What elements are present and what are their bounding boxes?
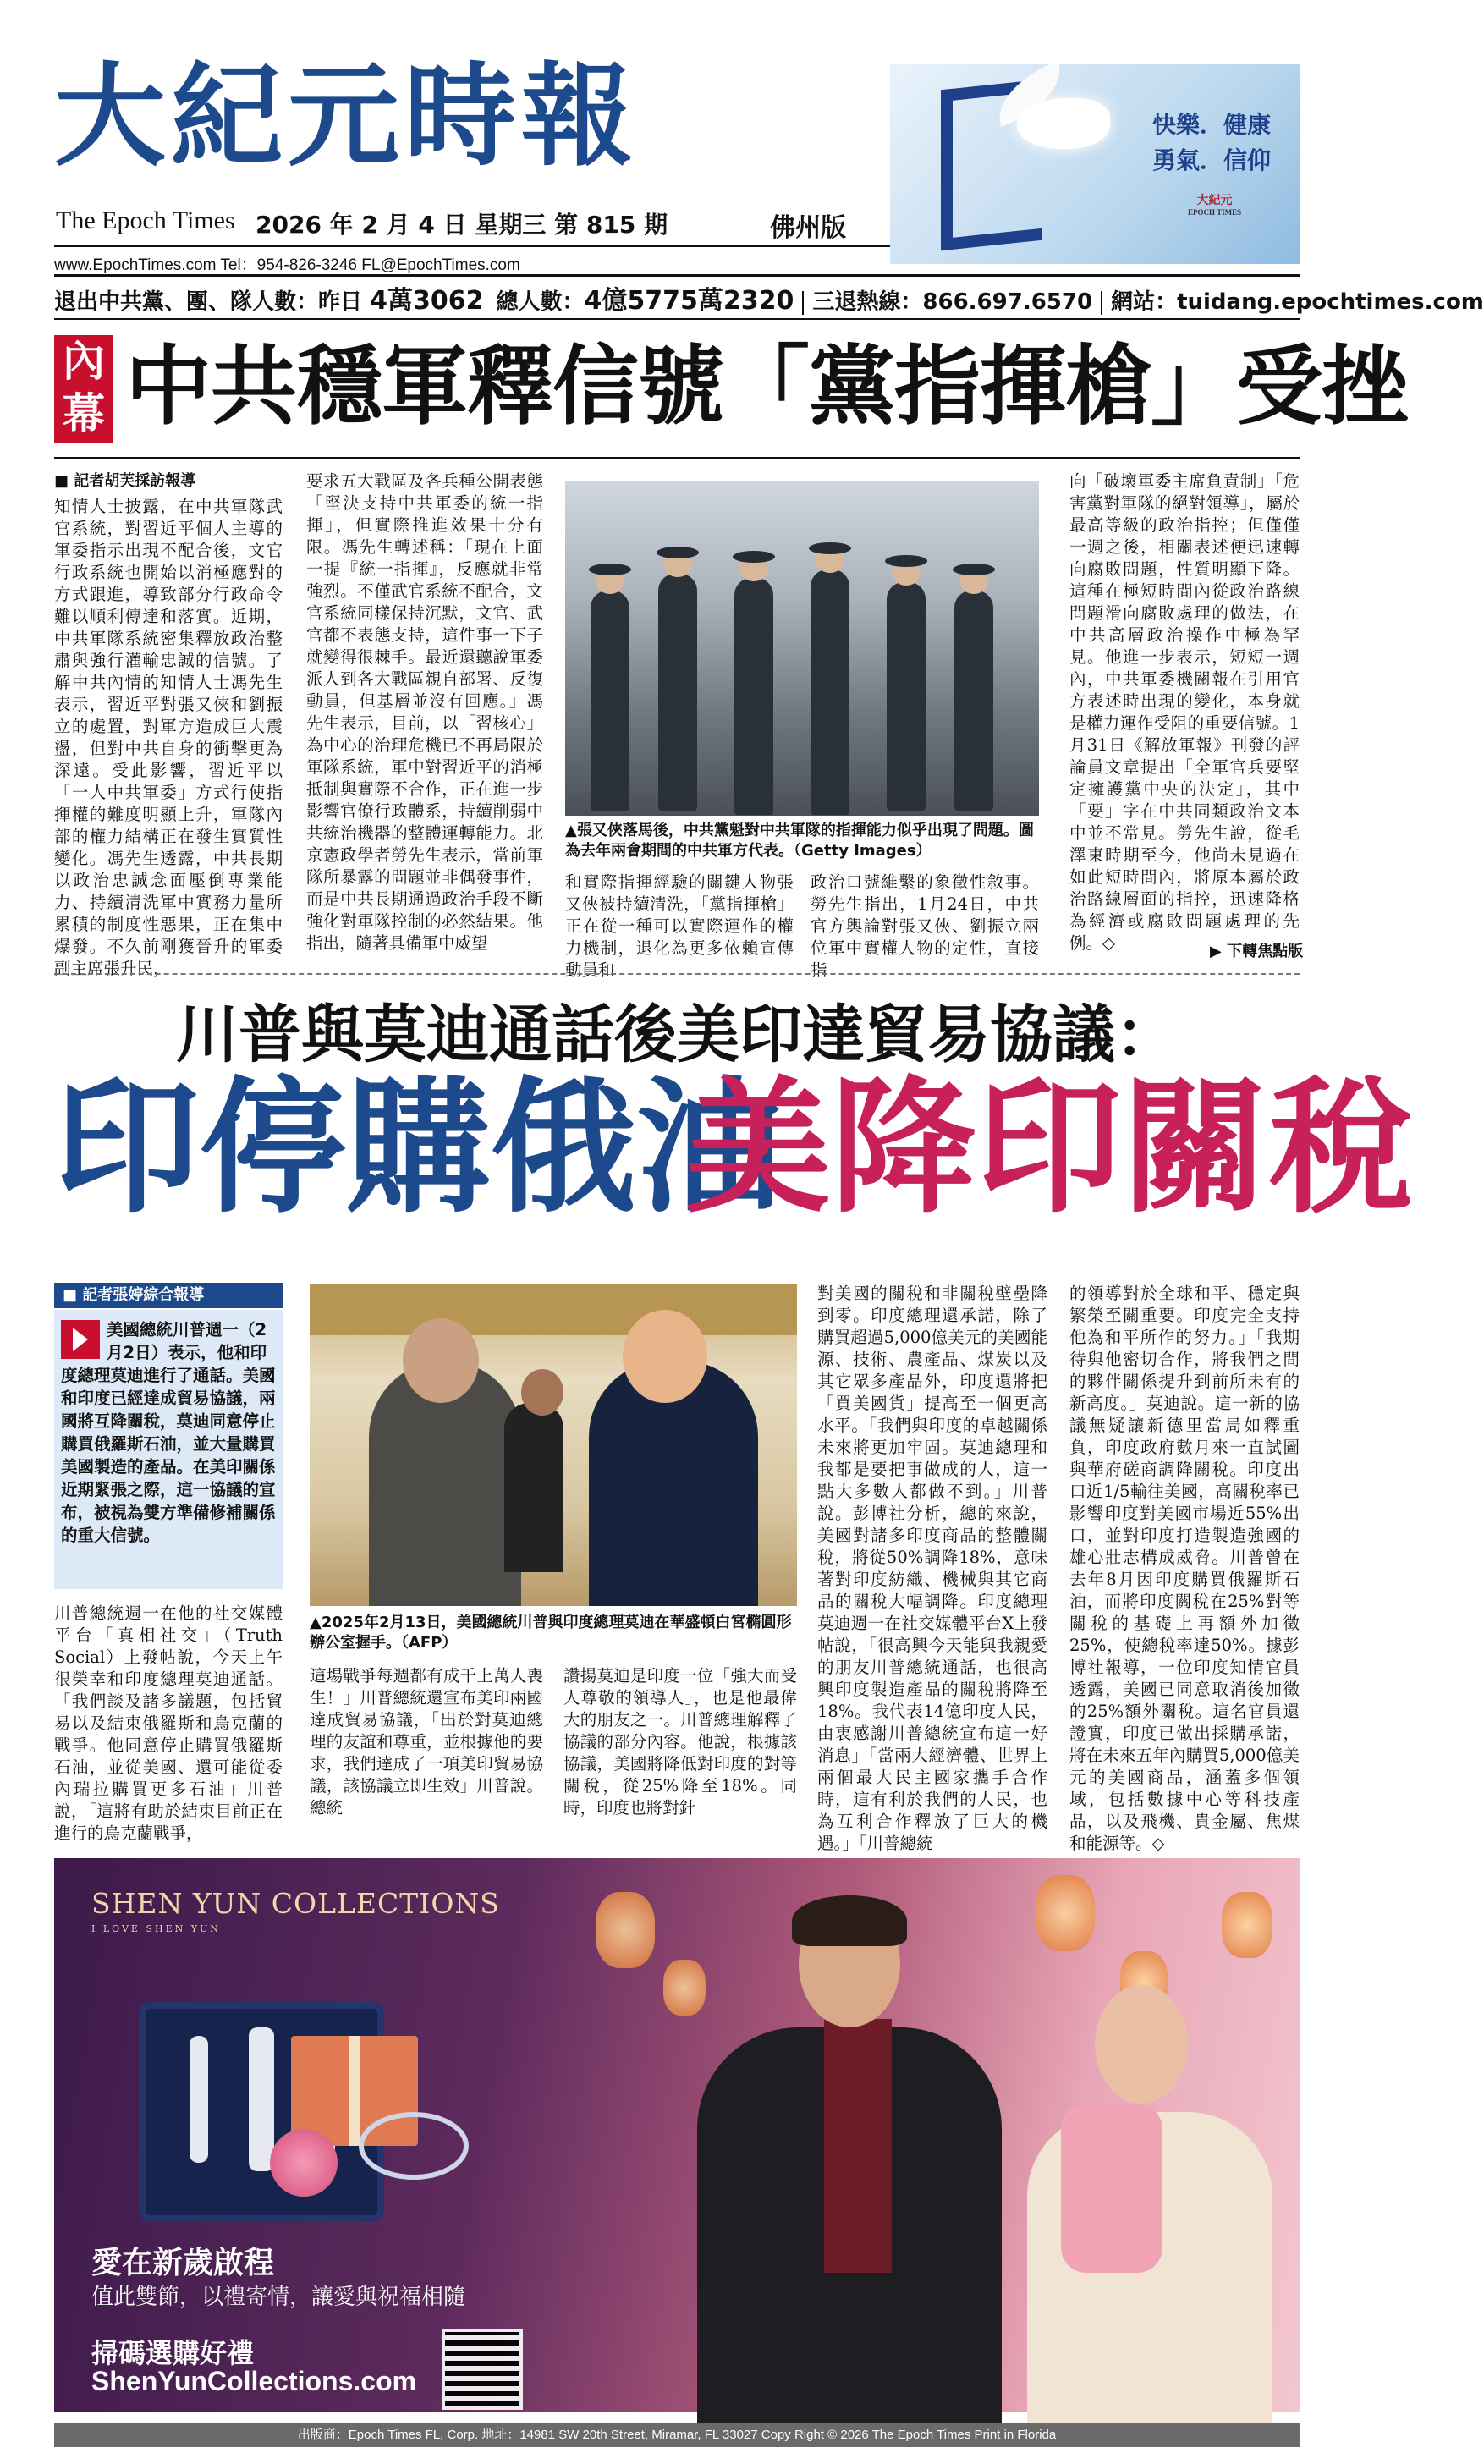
story1-col3a-text: 和實際指揮經驗的關鍵人物張又俠被持續清洗，「黨指揮槍」正在從一種可以實際運作的權力機制，退化為更多依賴宣傳動員和 [565,872,794,980]
story2-photo-caption: ▲2025年2月13日，美國總統川普與印度總理莫迪在華盛頓白宮橢圓形辦公室握手。（AFP） [310,1614,792,1652]
masthead-english-name: The Epoch Times [56,206,235,234]
ad-brand [91,1887,500,1934]
story2-column-3 [817,1283,1047,1853]
tuidang-yesterday: 4萬3062 [370,286,484,316]
tuidang-total: 4億5775萬2320 [584,286,794,316]
story2-column-4 [1069,1283,1300,1853]
woman-head [1095,1985,1188,2104]
man-figure [697,1900,1002,2417]
story2-col2-text: 這場戰爭每週都有成千上萬人喪生！」川普總統還宣布美印兩國達成貿易協議，「出於對莫迪總理的友誼和尊重，並根據他的要求，我們達成了一項美印貿易協議，該協議立即生效」川普說。總統 [310,1666,543,1818]
bystander-head [521,1369,563,1416]
story1-jump-link[interactable]: ▶ 下轉焦點版 [1210,943,1304,960]
shen-yun-collections-ad[interactable] [54,1858,1300,2412]
separator [802,291,804,315]
story2-photo[interactable] [310,1284,797,1606]
story1-column-2 [306,470,543,953]
story2-kicker: 川普與莫迪通話後美印達貿易協議： [176,998,1178,1071]
qr-code-icon[interactable] [445,2332,519,2406]
soldier-figure [954,591,993,811]
story2-col3a-text: 讚揚莫迪是印度一位「強大而受人尊敬的領導人」，也是他最偉大的朋友之一。川普總理解釋了協議的部分內容。他說，根據該協議，美國將降低對印度的對等關稅，從25%降至18%。同時，印度也將對針 [563,1666,797,1818]
top-ad-logo [1188,191,1241,217]
story2-column-3a [563,1665,797,1818]
story1-col2-text: 要求五大戰區及各兵種公開表態「堅決支持中共軍委的統一指揮」，但實際推進效果十分有限。馮先生轉述稱：「現在上面一提『統一指揮』，反應就非常強烈。不僅武官系統不配合，文官系統同樣保持沉默，文官、武官都不表態支持，這件事一下子就變得很棘手。最近還聽說軍委派人到各大戰區親自部署、反復動員，但基層並沒有回應。」馮先生表示，目前，以「習核心」為中心的治理危機已不再局限於軍隊系統，軍中對習近平的消極抵制與實際不合作，正在進一步影響官僚行政體系，持續削弱中共統治機器的整體運轉能力。北京憲政學者勞先生表示，當前軍隊所暴露的問題並非偶發事件，而是中共長期通過政治手段不斷強化對軍隊控制的必然結果。他指出，隨著具備軍中威望 [306,471,543,953]
rose-graphic [270,2129,338,2197]
lantern-graphic [1036,1875,1095,1951]
tuidang-bar [54,279,1484,316]
tuidang-label: 退出中共黨、團、隊人數：昨日 [54,289,363,315]
man-scarf [824,2019,892,2273]
edition-label: 佛州版 [770,213,846,243]
story2-lead-text: 美國總統川普週一（2月2日）表示，他和印度總理莫迪進行了通話。美國和印度已經達成貿易協議，兩國將互降關稅，莫迪同意停止購買俄羅斯石油，並大量購買美國製造的產品。在美印關係近期緊張之際，這一協議的宣布，被視為雙方準備修補關係的重大信號。 [61,1320,276,1545]
top-ad-line1: 快樂．健康 [1152,111,1272,139]
soldier-figure [887,582,926,811]
earring-graphic [190,2036,208,2163]
play-arrow-icon [61,1320,100,1359]
trump-head [623,1310,707,1403]
tuidang-hotline: 三退熱線：866.697.6570 [812,289,1093,315]
section-divider [54,973,1300,975]
contact-line: www.EpochTimes.com Tel：954-826-3246 FL@EpochTimes.com [54,256,520,274]
woman-figure [1010,1985,1281,2425]
ad-cta: 掃碼選購好禮 [91,2337,255,2369]
ad-brand-name: SHEN YUN COLLECTIONS [91,1887,500,1920]
story2-col4-text: 的領導對於全球和平、穩定與繁榮至關重要。印度完全支持他為和平所作的努力。」「我期待與他密切合作，將我們之間的夥伴關係提升到前所未有的新高度。」莫迪說。這一新的協議無疑讓新德里當局如釋重負，印度政府數月來一直試圖與華府磋商調降關稅。印度出口近1/5輸往美國，高關稅率已影響印度對美國市場近55%出口，並對印度打造製造強國的雄心壯志構成威脅。川普曾在去年8月因印度購買俄羅斯石油，而將印度關稅在25%對等關稅的基礎上再額外加徵25%，使總稅率達50%。據彭博社報導，一位印度知情官員透露，美國已同意取消後加徵的25%額外關稅。這名官員還證實，印度已做出採購承諾，將在未來五年內購買5,000億美元的美國商品，涵蓋多個領域，包括數據中心等科技產品，以及飛機、貴金屬、焦煤和能源等。◇ [1069,1284,1300,1853]
story2-byline: ■ 記者張婷綜合報導 [54,1283,283,1308]
woman-scarf [1061,2104,1162,2273]
man-hair [792,1895,907,1946]
dove-icon [1017,98,1110,149]
top-ad-logo-en: EPOCH TIMES [1188,208,1242,217]
story1-column-1 [54,470,283,978]
story1-photo[interactable] [565,481,1039,816]
tuidang-bottom-rule [54,318,1300,320]
story2-lead-box [54,1310,283,1589]
pendant-graphic [249,2027,274,2171]
inside-story-badge: 內幕 [54,335,113,443]
story2-col1-text: 川普總統週一在他的社交媒體平台「真相社交」（Truth Social）上發帖說，今天上午很榮幸和印度總理莫迪通話。「我們談及諸多議題，包括貿易以及結束俄羅斯和烏克蘭的戰爭。他同意停止購買俄羅斯石油，並從美國、還可能從委內瑞拉購買更多石油」川普說，「這將有助於結束目前正在進行的烏克蘭戰爭， [54,1603,283,1843]
top-ad-line2: 勇氣．信仰 [1152,146,1272,174]
bystander-figure [504,1403,563,1572]
story1-rule [54,457,1300,459]
soldier-figure [658,574,697,811]
story1-photo-caption: ▲張又俠落馬後，中共黨魁對中共軍隊的指揮能力似乎出現了問題。圖為去年兩會期間的中共軍方代表。（Getty Images） [565,822,1034,860]
tuidang-total-label: 總人數： [496,289,585,315]
story2-headline-left[interactable]: 印停購俄油 [54,1063,782,1233]
modi-head [403,1318,479,1403]
top-ad-banner[interactable] [890,64,1300,264]
story1-col1-text: 知情人士披露，在中共軍隊武官系統，對習近平個人主導的軍委指示出現不配合後，文官行政系統也開始以消極應對的方式跟進，導致部分行政命令難以順利傳達和落實。近期，中共軍隊系統密集釋放政治整肅與強行灌輸忠誠的信號。了解中共內情的知情人士馮先生表示，習近平對張又俠和劉振立的處置，對軍方造成巨大震盪，但對中共自身的衝擊更為深遠。受此影響，習近平以「一人中共軍委」方式行使指揮權的難度明顯上升，軍隊內部的權力結構正在發生實質性變化。馮先生透露，中共長期以政治忠誠念面壓倒專業能力、持續清洗軍中實務力量所累積的制度性惡果，正在集中爆發。不久前剛獲晉升的軍委副主席張升民， [54,497,283,978]
story2-column-1 [54,1603,283,1843]
masthead-title: 大紀元時報 [54,51,638,182]
story2-col3-text: 對美國的關稅和非關稅壁壘降到零。印度總理還承諾，除了購買超過5,000億美元的美國能源、技術、農產品、煤炭以及其它眾多產品外，印度還將把「買美國貨」提高至一個更高水平。「我們與印度的卓越關係未來將更加牢固。莫迪總理和我都是要把事做成的人，這一點大多數人都做不到。」川普說。彭博社分析，總的來說，美國對諸多印度商品的整體關稅，將從50%調降18%，意味著對印度紡織、機械與其它商品的關稅大幅調降。印度總理莫迪週一在社交媒體平台X上發帖說，「很高興今天能與我親愛的朋友川普總統通話，也很高興印度製造產品的關稅將降至18%。我代表14億印度人民，由衷感謝川普總統宣布這一好消息」「當兩大經濟體、世界上兩個最大民主國家攜手合作時，這有利於我們的人民，也為互利合作釋放了巨大的機遇。」「川普總統 [817,1284,1047,1853]
soldier-figure [591,591,629,811]
story1-col4-text: 向「破壞軍委主席負責制」「危害黨對軍隊的絕對領導」，屬於最高等級的政治指控；但僅僅一週之後，相關表述便迅速轉向腐敗問題，性質明顯下降。這種在極短時間內從政治路線問題滑向腐敗處理的做法，在中共高層政治操作中極為罕見。他進一步表示，短短一週內，中共軍委機關報在引用官方表述時出現的變化，本身就是權力運作受阻的重要信號。1月31日《解放軍報》刊發的評論員文章提出「全軍官兵要堅定擁護黨中央的決定」，其中「要」字在中共同類政治文本中並不常見。勞先生說，從毛澤東時期至今，他尚未見過在如此短時間內，將原本屬於政治路線層面的指控，迅速降格為經濟或腐敗問題處理的先例。◇ [1069,471,1300,953]
top-ad-logo-text: 大紀元 [1196,194,1233,207]
soldier-figure [811,569,849,815]
bracelet-graphic [359,2112,469,2180]
lantern-graphic [596,1892,655,1968]
tuidang-top-rule [54,274,1300,277]
publisher-footer: 出版商：Epoch Times FL, Corp. 地址：14981 SW 20th Street, Miramar, FL 33027 Copy Right © 2026 The Epoch Times Print in Florida [54,2423,1300,2447]
ad-slogan-main: 愛在新歲啟程 [91,2246,275,2280]
wall-panel [310,1284,797,1335]
ad-brand-tagline: I LOVE SHEN YUN [91,1923,221,1934]
story1-col3b-text: 政治口號維繫的象徵性敘事。勞先生指出，1月24日，中共官方輿論對張又俠、劉振立兩位軍中實權人物的定性，直接指 [811,872,1039,980]
ad-slogan-sub: 值此雙節，以禮寄情，讓愛與祝福相隨 [91,2285,466,2310]
tuidang-website[interactable]: 網站：tuidang.epochtimes.com [1111,289,1484,315]
lantern-graphic [1222,1892,1272,1958]
separator [1101,291,1102,315]
story1-column-3a [565,872,794,980]
story1-byline: ■ 記者胡芙採訪報導 [54,472,196,490]
story1-column-3b [811,872,1039,980]
issue-date: 2026 年 2 月 4 日 星期三 第 815 期 [256,211,668,239]
story2-headline-right[interactable]: 美降印關稅 [685,1063,1413,1233]
ad-url[interactable]: ShenYunCollections.com [91,2366,417,2396]
soldier-figure [734,578,773,815]
story2-column-2 [310,1665,543,1818]
story1-headline[interactable]: 中共穩軍釋信號「黨指揮槍」受挫 [125,337,1407,437]
